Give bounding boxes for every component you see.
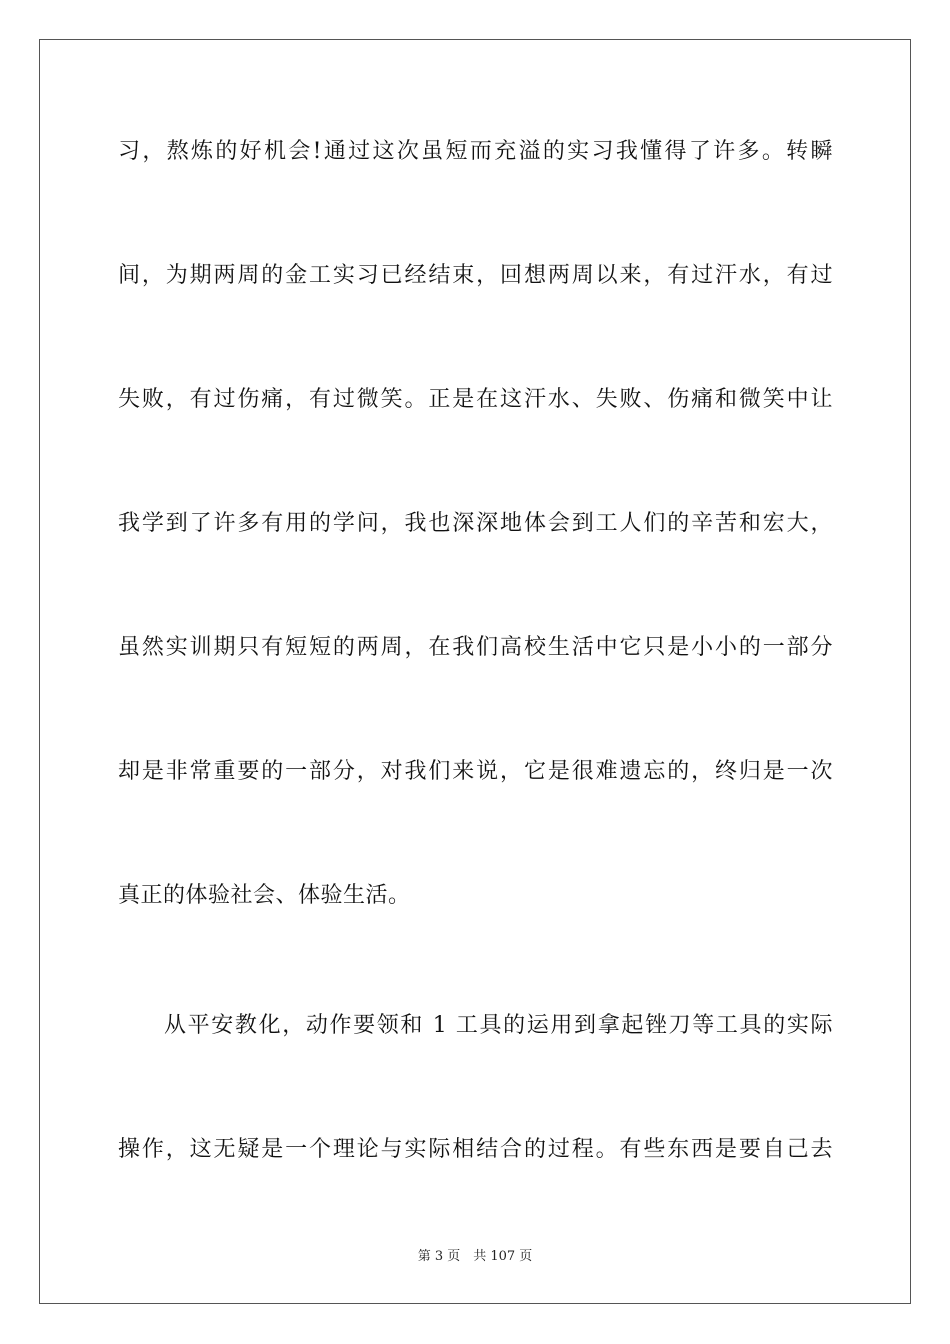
paragraph-line-2: 间，为期两周的金工实习已经结束，回想两周以来，有过汗水，有过 bbox=[118, 263, 833, 288]
paragraph-line-8: 从平安教化，动作要领和 1 工具的运用到拿起锉刀等工具的实际 bbox=[164, 1013, 833, 1038]
page-border bbox=[39, 39, 911, 1304]
paragraph-line-9: 操作，这无疑是一个理论与实际相结合的过程。有些东西是要自己去 bbox=[118, 1137, 833, 1162]
page-number-footer: 第 3 页 共 107 页 bbox=[417, 1249, 533, 1264]
paragraph-line-7: 真正的体验社会、体验生活。 bbox=[118, 883, 411, 908]
paragraph-line-5: 虽然实训期只有短短的两周，在我们高校生活中它只是小小的一部分 bbox=[118, 635, 833, 660]
paragraph-line-3: 失败，有过伤痛，有过微笑。正是在这汗水、失败、伤痛和微笑中让 bbox=[118, 387, 833, 412]
paragraph-line-1: 习，熬炼的好机会!通过这次虽短而充溢的实习我懂得了许多。转瞬 bbox=[118, 139, 833, 164]
paragraph-line-4: 我学到了许多有用的学问，我也深深地体会到工人们的辛苦和宏大， bbox=[118, 511, 833, 536]
paragraph-line-6: 却是非常重要的一部分，对我们来说，它是很难遗忘的，终归是一次 bbox=[118, 759, 833, 784]
